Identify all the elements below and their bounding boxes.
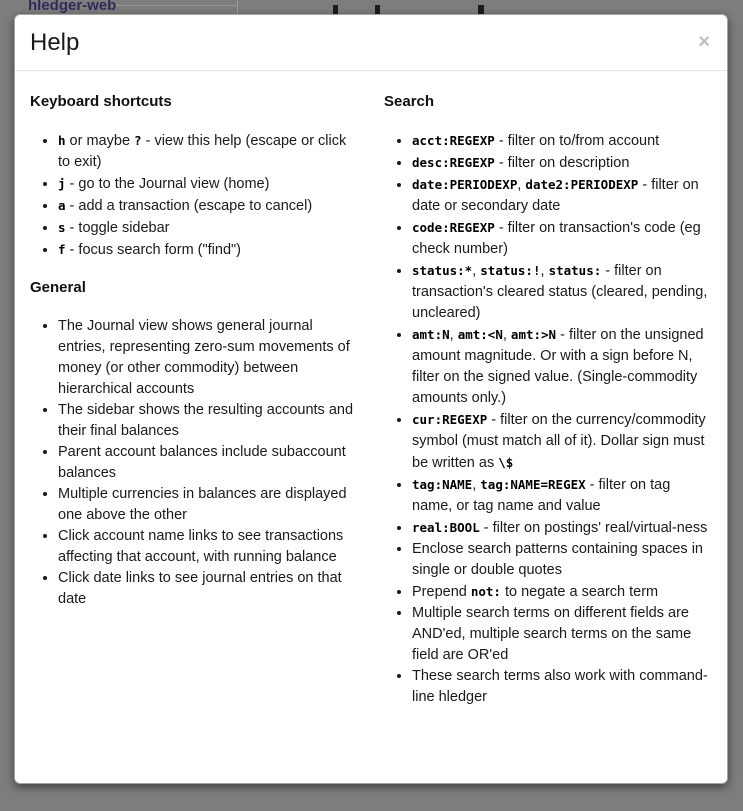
help-list-item	[412, 260, 712, 324]
code-token: f	[58, 242, 66, 257]
section-heading: Keyboard shortcuts	[30, 93, 172, 110]
help-text: The sidebar shows the resulting accounts and their final balances	[58, 402, 354, 439]
code-token: tag:NAME=REGEX	[480, 477, 586, 492]
help-list-item	[58, 442, 359, 484]
help-list	[30, 316, 359, 610]
help-text: - toggle sidebar	[65, 220, 170, 236]
brand-link-hledger-web: hledger-web	[28, 0, 117, 14]
help-list-item	[58, 217, 359, 239]
help-list-item	[412, 517, 712, 539]
code-token: amt:N	[412, 327, 450, 342]
modal-body	[15, 71, 727, 733]
page-column-divider	[237, 0, 238, 14]
help-list-item	[412, 217, 712, 260]
help-text: - focus search form ("find")	[65, 242, 242, 258]
page-heading-fragment	[333, 5, 338, 14]
code-token: amt:<N	[457, 327, 503, 342]
close-icon[interactable]: ×	[698, 31, 710, 53]
help-text: The Journal view shows general journal entries, representing zero-sum movements of money (or other commodity) between hierarchical accounts	[58, 318, 350, 397]
help-list	[384, 130, 712, 708]
help-list	[30, 130, 359, 261]
code-token: acct:REGEXP	[412, 133, 495, 148]
code-token: \$	[498, 455, 514, 470]
help-text: - filter on the unsigned amount magnitude. Or with a sign before N, filter on the signed value. (Single-commodity amounts only.)	[412, 327, 704, 406]
help-text: ,	[472, 263, 481, 279]
help-list-item	[412, 324, 712, 409]
help-column-right	[384, 75, 712, 718]
help-text: - filter on to/from account	[494, 133, 660, 149]
help-text: Multiple currencies in balances are displayed one above the other	[58, 486, 347, 523]
help-list-item	[58, 526, 359, 568]
help-list-item	[58, 173, 359, 195]
help-text: ,	[517, 177, 526, 193]
help-text: - go to the Journal view (home)	[65, 176, 270, 192]
help-list-item	[412, 174, 712, 217]
help-text: or maybe	[65, 133, 135, 149]
code-token: a	[58, 198, 66, 213]
help-modal	[14, 14, 728, 784]
help-list-item	[412, 666, 712, 708]
help-list-item	[58, 316, 359, 400]
modal-title: Help	[30, 29, 80, 56]
help-list-item	[412, 152, 712, 174]
help-list-item	[412, 581, 712, 603]
help-list-item	[412, 474, 712, 517]
code-token: status:!	[480, 263, 541, 278]
help-list-item	[412, 539, 712, 581]
code-token: ?	[134, 133, 142, 148]
help-text: to negate a search term	[500, 584, 659, 600]
help-text: Prepend	[412, 584, 471, 600]
code-token: status:*	[412, 263, 473, 278]
code-token: real:BOOL	[412, 520, 480, 535]
code-token: desc:REGEXP	[412, 155, 495, 170]
modal-header	[15, 15, 727, 71]
help-text: - add a transaction (escape to cancel)	[65, 198, 313, 214]
help-list-item	[58, 400, 359, 442]
help-list-item	[412, 603, 712, 666]
help-text: ,	[540, 263, 549, 279]
help-text: - filter on transaction's code (eg check number)	[412, 220, 701, 257]
code-token: date:PERIODEXP	[412, 177, 518, 192]
help-text: - filter on description	[494, 155, 630, 171]
navbar-border-line	[116, 5, 237, 6]
code-token: amt:>N	[510, 327, 557, 342]
help-list-item	[58, 195, 359, 217]
help-text: These search terms also work with command-line hledger	[412, 668, 708, 705]
help-column-left	[30, 75, 384, 718]
help-text: - filter on transaction's cleared status (cleared, pending, uncleared)	[412, 263, 708, 321]
help-text: ,	[472, 477, 481, 493]
page-heading-fragment	[478, 5, 484, 14]
help-list-item	[412, 409, 712, 474]
code-token: not:	[470, 584, 501, 599]
help-text: - filter on postings' real/virtual-ness	[479, 520, 708, 536]
help-text: ,	[502, 327, 511, 343]
code-token: tag:NAME	[412, 477, 473, 492]
code-token: s	[58, 220, 66, 235]
help-list-item	[412, 130, 712, 152]
help-list-item	[58, 239, 359, 261]
help-list-item	[58, 484, 359, 526]
page-heading-fragment	[375, 5, 380, 14]
section-heading: General	[30, 279, 86, 296]
help-list-item	[58, 130, 359, 173]
help-text: - filter on the currency/commodity symbol (must match all of it). Dollar sign must be written as	[412, 412, 706, 471]
code-token: code:REGEXP	[412, 220, 495, 235]
help-text: Click account name links to see transactions affecting that account, with running balance	[58, 528, 344, 565]
code-token: cur:REGEXP	[412, 412, 488, 427]
help-text: ,	[449, 327, 458, 343]
section-heading: Search	[384, 93, 435, 110]
help-list-item	[58, 568, 359, 610]
help-text: - filter on date or secondary date	[412, 177, 699, 214]
help-text: Enclose search patterns containing spaces in single or double quotes	[412, 541, 703, 578]
help-text: - view this help (escape or click to exit)	[58, 133, 347, 170]
code-token: status:	[548, 263, 602, 278]
code-token: h	[58, 133, 66, 148]
help-text: Click date links to see journal entries on that date	[58, 570, 342, 607]
code-token: j	[58, 176, 66, 191]
help-text: Multiple search terms on different fields are AND'ed, multiple search terms on the same field are OR'ed	[412, 605, 692, 663]
help-text: Parent account balances include subaccount balances	[58, 444, 346, 481]
help-text: - filter on tag name, or tag name and value	[412, 477, 671, 514]
code-token: date2:PERIODEXP	[525, 177, 639, 192]
